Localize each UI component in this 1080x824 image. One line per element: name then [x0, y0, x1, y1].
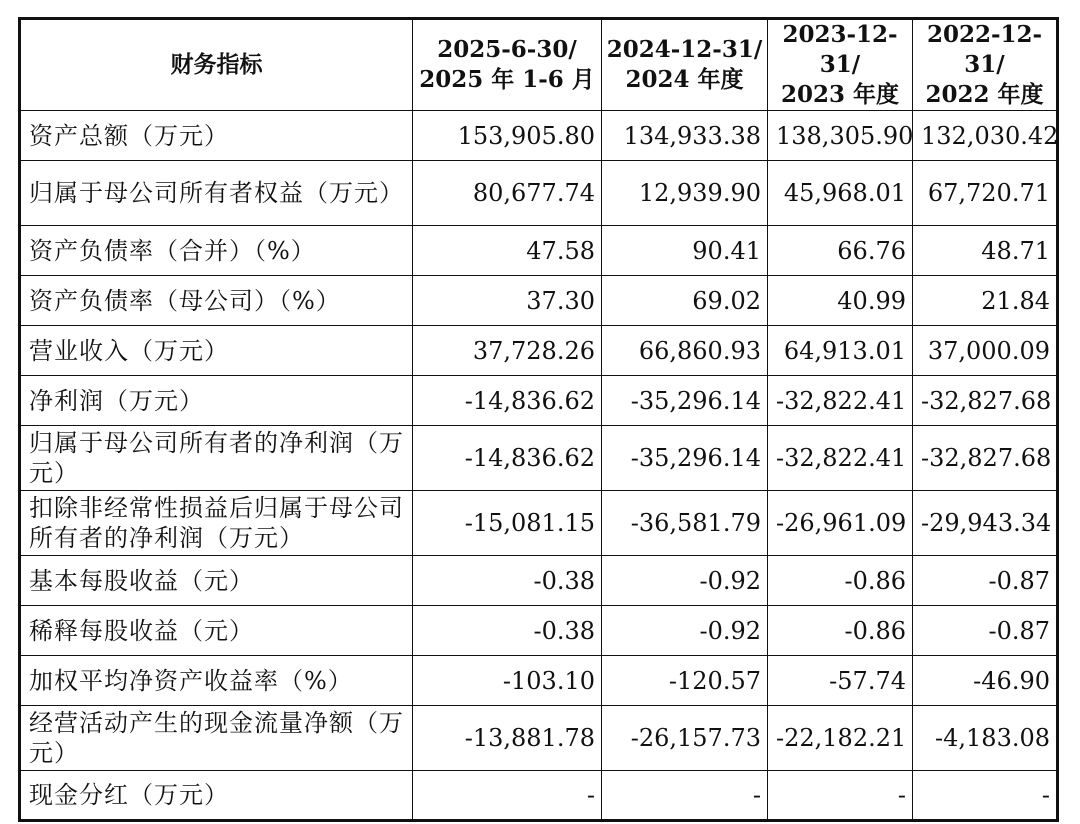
cell-value: -0.87: [913, 556, 1058, 606]
cell-value: -: [768, 771, 913, 821]
cell-value: -32,822.41: [768, 376, 913, 426]
row-label: 资产负债率（母公司）（%）: [20, 276, 413, 326]
cell-value: -15,081.15: [413, 491, 602, 556]
cell-value: -0.38: [413, 606, 602, 656]
cell-value: -32,827.68: [913, 376, 1058, 426]
table-row: [20, 376, 1058, 426]
row-label: 资产负债率（合并）（%）: [20, 226, 413, 276]
cell-value: 45,968.01: [768, 161, 913, 226]
cell-value: 21.84: [913, 276, 1058, 326]
cell-value: -0.92: [602, 556, 768, 606]
cell-value: -: [913, 771, 1058, 821]
cell-value: -0.38: [413, 556, 602, 606]
financial-indicators-table: [18, 17, 1059, 822]
table-row: [20, 706, 1058, 771]
cell-value: -36,581.79: [602, 491, 768, 556]
table-row: [20, 226, 1058, 276]
cell-value: -14,836.62: [413, 426, 602, 491]
cell-value: -0.86: [768, 556, 913, 606]
cell-value: 48.71: [913, 226, 1058, 276]
row-label: 营业收入（万元）: [20, 326, 413, 376]
table-row: [20, 276, 1058, 326]
header-col-2025h1: 2025-6-30/ 2025 年 1-6 月: [413, 19, 602, 111]
table-row: [20, 556, 1058, 606]
table-row: [20, 426, 1058, 491]
financial-indicators-table-container: [18, 17, 1059, 822]
row-label: 现金分红（万元）: [20, 771, 413, 821]
cell-value: -32,827.68: [913, 426, 1058, 491]
row-label: 归属于母公司所有者的净利润（万元）: [20, 426, 413, 491]
cell-value: -13,881.78: [413, 706, 602, 771]
cell-value: 66.76: [768, 226, 913, 276]
cell-value: 80,677.74: [413, 161, 602, 226]
header-label: 财务指标: [20, 19, 413, 111]
cell-value: -120.57: [602, 656, 768, 706]
header-col-2023: 2023-12-31/ 2023 年度: [768, 19, 913, 111]
header-col-2022: 2022-12-31/ 2022 年度: [913, 19, 1058, 111]
table-row: [20, 491, 1058, 556]
row-label: 扣除非经常性损益后归属于母公司所有者的净利润（万元）: [20, 491, 413, 556]
table-row: [20, 656, 1058, 706]
row-label: 净利润（万元）: [20, 376, 413, 426]
cell-value: -46.90: [913, 656, 1058, 706]
cell-value: -29,943.34: [913, 491, 1058, 556]
cell-value: 47.58: [413, 226, 602, 276]
cell-value: 90.41: [602, 226, 768, 276]
cell-value: -32,822.41: [768, 426, 913, 491]
cell-value: -0.86: [768, 606, 913, 656]
cell-value: 37,728.26: [413, 326, 602, 376]
cell-value: -35,296.14: [602, 426, 768, 491]
cell-value: -4,183.08: [913, 706, 1058, 771]
cell-value: 64,913.01: [768, 326, 913, 376]
cell-value: 69.02: [602, 276, 768, 326]
cell-value: 153,905.80: [413, 111, 602, 161]
row-label: 基本每股收益（元）: [20, 556, 413, 606]
table-row: [20, 111, 1058, 161]
cell-value: 66,860.93: [602, 326, 768, 376]
cell-value: -0.87: [913, 606, 1058, 656]
cell-value: 67,720.71: [913, 161, 1058, 226]
cell-value: 132,030.42: [913, 111, 1058, 161]
row-label: 稀释每股收益（元）: [20, 606, 413, 656]
cell-value: 138,305.90: [768, 111, 913, 161]
cell-value: -26,961.09: [768, 491, 913, 556]
table-row: [20, 161, 1058, 226]
header-col-2024: 2024-12-31/ 2024 年度: [602, 19, 768, 111]
row-label: 归属于母公司所有者权益（万元）: [20, 161, 413, 226]
cell-value: -103.10: [413, 656, 602, 706]
table-row: [20, 771, 1058, 821]
row-label: 加权平均净资产收益率（%）: [20, 656, 413, 706]
cell-value: -: [413, 771, 602, 821]
cell-value: 37.30: [413, 276, 602, 326]
table-row: [20, 606, 1058, 656]
cell-value: -26,157.73: [602, 706, 768, 771]
table-header-row: [20, 19, 1058, 111]
cell-value: 37,000.09: [913, 326, 1058, 376]
row-label: 经营活动产生的现金流量净额（万元）: [20, 706, 413, 771]
cell-value: -0.92: [602, 606, 768, 656]
cell-value: 134,933.38: [602, 111, 768, 161]
cell-value: -57.74: [768, 656, 913, 706]
cell-value: -: [602, 771, 768, 821]
row-label: 资产总额（万元）: [20, 111, 413, 161]
cell-value: -14,836.62: [413, 376, 602, 426]
cell-value: -35,296.14: [602, 376, 768, 426]
table-row: [20, 326, 1058, 376]
cell-value: 12,939.90: [602, 161, 768, 226]
cell-value: 40.99: [768, 276, 913, 326]
cell-value: -22,182.21: [768, 706, 913, 771]
